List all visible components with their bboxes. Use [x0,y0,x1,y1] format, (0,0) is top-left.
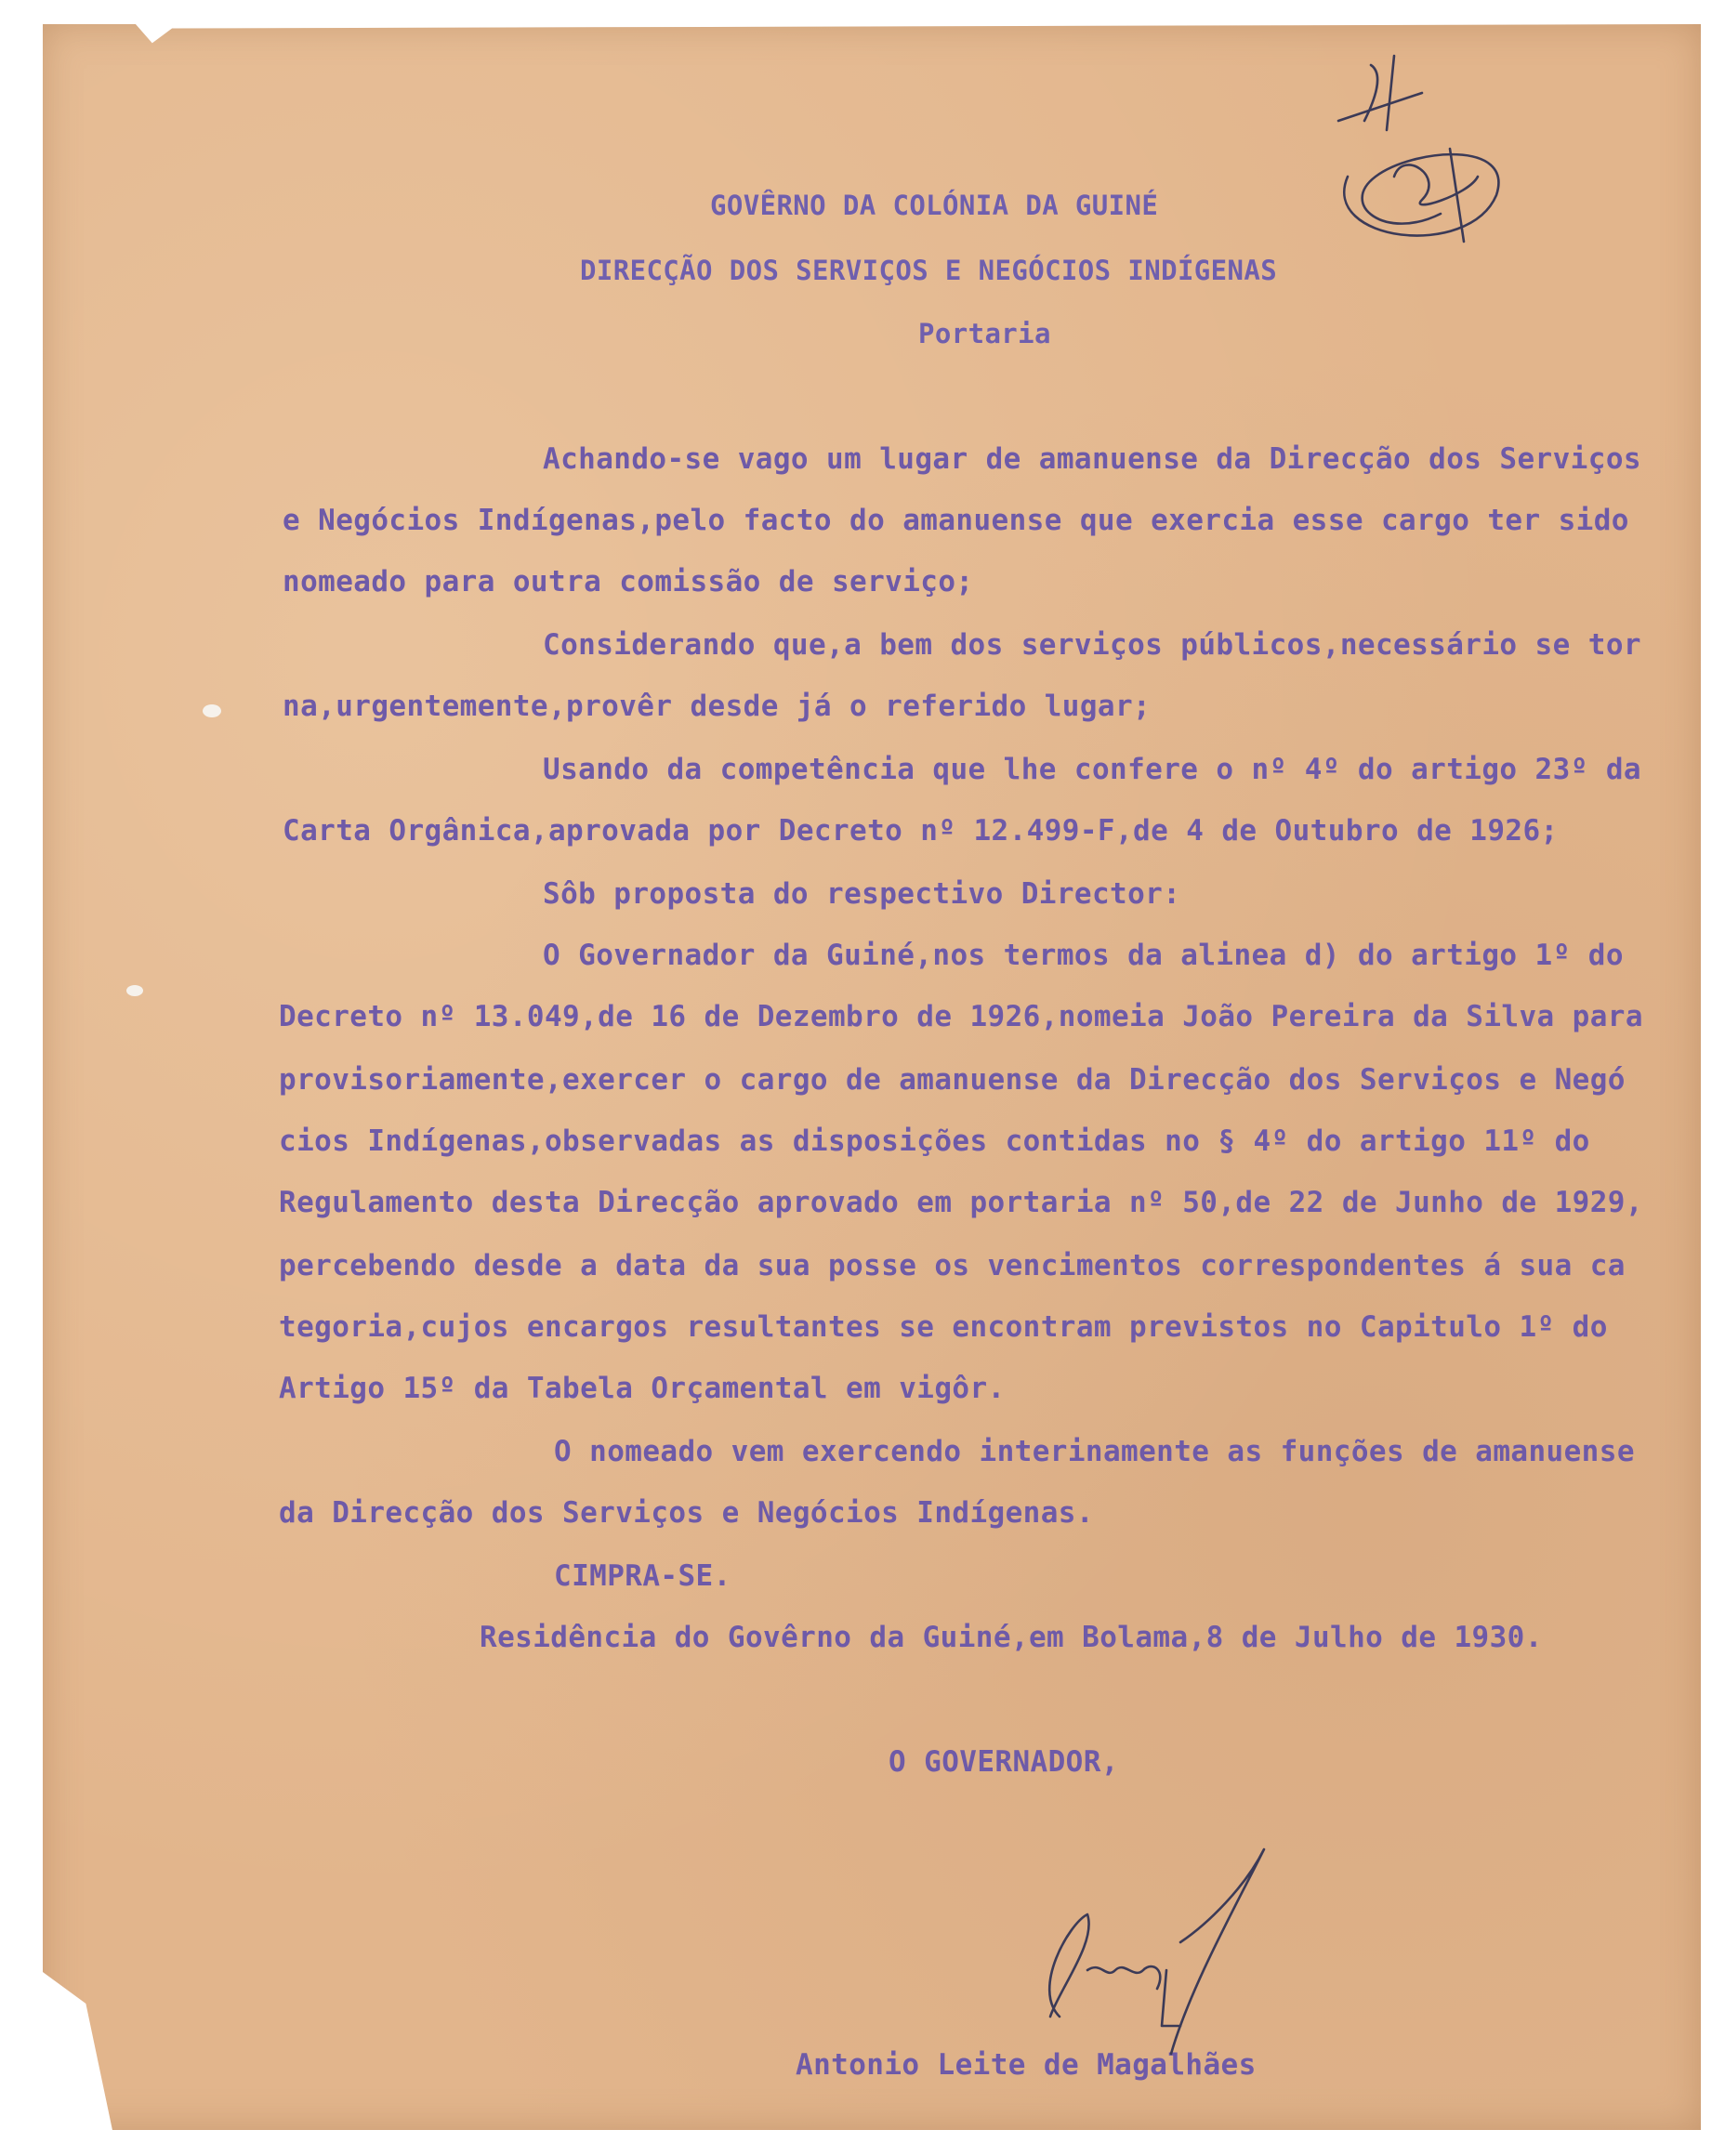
body-line: da Direcção dos Serviços e Negócios Indígenas. [279,1496,1094,1530]
header-directorate: DIRECÇÃO DOS SERVIÇOS E NEGÓCIOS INDÍGENAS [580,255,1278,286]
body-line: Regulamento desta Direcção aprovado em portaria nº 50,de 22 de Junho de 1929, [279,1186,1643,1219]
governor-title: O GOVERNADOR, [889,1745,1119,1779]
body-line: CIMPRA-SE. [554,1559,731,1593]
body-line: Decreto nº 13.049,de 16 de Dezembro de 1926,nomeia João Pereira da Silva para [279,1000,1643,1033]
body-line: O nomeado vem exercendo interinamente as funções de amanuense [554,1435,1635,1468]
top-right-handwritten-mark [1283,37,1561,279]
signatory-name: Antonio Leite de Magalhães [796,2048,1257,2082]
body-line: percebendo desde a data da sua posse os vencimentos correspondentes á sua ca [279,1249,1626,1282]
body-line: tegoria,cujos encargos resultantes se encontram previstos no Capitulo 1º do [279,1310,1608,1344]
body-line: Achando-se vago um lugar de amanuense da Direcção dos Serviços [543,442,1641,476]
body-line: e Negócios Indígenas,pelo facto do amanuense que exercia esse cargo ter sido [283,504,1629,537]
body-line: Usando da competência que lhe confere o nº 4º do artigo 23º da [543,753,1641,786]
body-line: Artigo 15º da Tabela Orçamental em vigôr. [279,1372,1006,1405]
body-line: na,urgentemente,provêr desde já o referido lugar; [283,690,1152,723]
body-line: Sôb proposta do respectivo Director: [543,877,1181,911]
punch-hole [203,704,221,717]
punch-hole [126,985,143,996]
body-line: Carta Orgânica,aprovada por Decreto nº 12.499-F,de 4 de Outubro de 1926; [283,814,1559,848]
body-line: nomeado para outra comissão de serviço; [283,565,974,598]
body-line: provisoriamente,exercer o cargo de amanuense da Direcção dos Serviços e Negó [279,1063,1626,1097]
header-government: GOVÊRNO DA COLÓNIA DA GUINÉ [710,190,1159,221]
body-line: Considerando que,a bem dos serviços públicos,necessário se tor [543,628,1641,662]
governor-signature [994,1831,1273,2072]
body-line: O Governador da Guiné,nos termos da alinea d) do artigo 1º do [543,939,1624,972]
header-portaria: Portaria [918,318,1051,349]
body-line: cios Indígenas,observadas as disposições contidas no § 4º do artigo 11º do [279,1124,1590,1158]
body-line: Residência do Govêrno da Guiné,em Bolama,8 de Julho de 1930. [480,1621,1543,1654]
